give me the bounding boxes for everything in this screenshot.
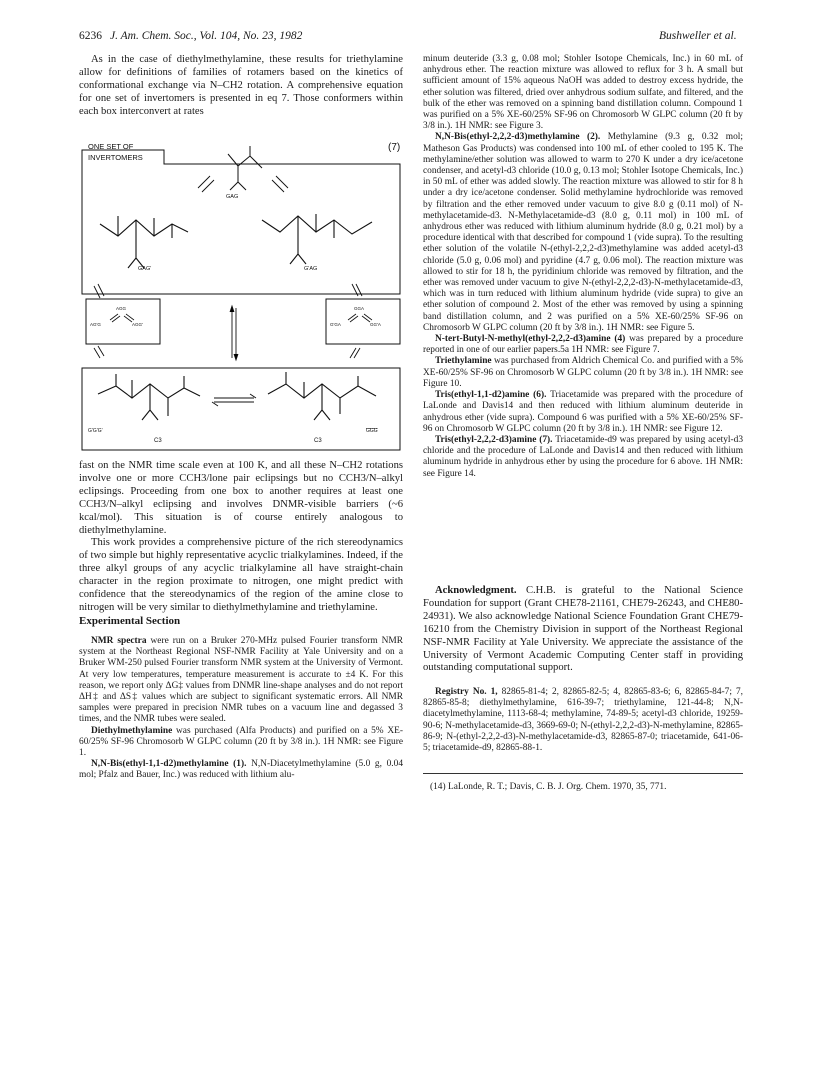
c7-text: Triacetamide-d9 was prepared by using acetyl-d3 chloride and the procedure of LaLonde and Davis14 and then reduced with lithium aluminum hydride in anhydrous ether by using the procedure for 6 above. 1H NMR: see Figure 14. bbox=[423, 434, 744, 479]
box-label-line2: INVERTOMERS bbox=[88, 153, 143, 162]
label-g-ga: G'GA bbox=[330, 322, 341, 327]
nmr-text: were run on a Bruker 270-MHz pulsed Fourier transform NMR system at the Northeast Regional NSF-NMR Facility at Yale University and on a Bruker WM-250 pulsed Fourier transform NMR system at the University of Vermont. At very low temperatures, temperature measurement is accurate to ±4 K. For this reason, we report only ΔG‡ values from DNMR line-shape analyses and do not report ΔH‡ and ΔS‡ values which are subject to significant systematic errors. All NMR samples were prepared in precision NMR tubes on a vacuum line and degassed 3 times, and the NMR tubes were sealed. bbox=[79, 636, 403, 725]
after-figure-paragraph: fast on the NMR time scale even at 100 K, and all these N–CH2 rotations involve one or more CCH3/lone pair eclipsings but no CCH3/N–alkyl eclipsings. Proceeding from one box to another requires at least one CCH3/N–alkyl eclipsing and involves DNMR-visible barriers (~6 kcal/mol). This situation is of course entirely analogous to diethylmethylamine. bbox=[79, 460, 403, 536]
c4-paragraph bbox=[423, 334, 743, 356]
journal-citation: J. Am. Chem. Soc., Vol. 104, No. 23, 1982 bbox=[110, 30, 303, 42]
nmr-runin: NMR spectra bbox=[91, 636, 147, 646]
tea-paragraph bbox=[423, 356, 743, 390]
intro-paragraph: As in the case of diethylmethylamine, these results for triethylamine allow for definitions of families of rotamers based on the kinetics of conformational exchange via N–CH2 rotation. A comprehensive equation for one set of invertomers is presented in eq 7. Those conformers within each box interconvert at rates bbox=[79, 54, 403, 117]
c1-runin: N,N-Bis(ethyl-1,1-d2)methylamine (1). bbox=[91, 759, 247, 770]
c4-runin: N-tert-Butyl-N-methyl(ethyl-2,2,2-d3)amine (4) bbox=[435, 334, 626, 345]
box-label-line1: ONE SET OF bbox=[88, 142, 134, 151]
ack-runin: Acknowledgment. bbox=[435, 585, 517, 596]
dem-runin: Diethylmethylamine bbox=[91, 725, 173, 736]
gag-prime-structure bbox=[100, 216, 188, 268]
nmr-paragraph bbox=[79, 636, 403, 726]
c7-paragraph bbox=[423, 435, 743, 480]
left-experimental bbox=[79, 636, 403, 782]
ack-text: C.H.B. is grateful to the National Science Foundation for support (Grant CHE78-21161, CHE79-26243, and CHE80-24931). We also acknowledge National Science Foundation Grant CHE79-16210 from the Chemistry Division in support of the Northeast Regional NSF-NMR Facility at Yale University. We appreciate the assistance of the University of Vermont Academic Computing Center staff in providing outstanding computational support. bbox=[423, 585, 743, 674]
footnote-rule bbox=[423, 773, 743, 774]
c1-paragraph bbox=[79, 759, 403, 781]
label-ag-g: AG'G bbox=[90, 322, 101, 327]
tea-text: was purchased from Aldrich Chemical Co. and purified with a 5% XE-60/25% SF-96 on Chromosorb W GLPC column (20 ft by 3/8 in.). 1H NMR: see Figure 10. bbox=[423, 356, 743, 389]
label-c3-left: C3 bbox=[154, 438, 162, 444]
registry bbox=[423, 687, 743, 754]
comprehensive-paragraph: This work provides a comprehensive picture of the rich stereodynamics of two simple but highly representative acyclic trialkylamines. Indeed, if the three alkyl groups of any acyclic trialkylamine all have straight-chain character in the region proximate to nitrogen, one might predict with confidence that the stereodynamics of the region of the amine close to nitrogen will be very similar to diethylmethylamine and triethylamine. bbox=[79, 537, 403, 613]
label-gag: GAG bbox=[226, 194, 239, 200]
label-c3-right: C3 bbox=[314, 438, 322, 444]
c7-runin: Tris(ethyl-2,2,2-d3)amine (7). bbox=[435, 434, 553, 445]
left-body bbox=[79, 460, 403, 628]
agg-arrows bbox=[110, 314, 134, 322]
c2-paragraph bbox=[423, 132, 743, 334]
scheme-frame bbox=[82, 150, 400, 450]
gag-equilibrium-arrows bbox=[198, 176, 288, 192]
ggg-left-structure bbox=[98, 374, 200, 420]
c6-paragraph bbox=[423, 390, 743, 435]
cont-paragraph: minum deuteride (3.3 g, 0.08 mol; Stohler Isotope Chemicals, Inc.) in 60 mL of anhydrous ether. The reaction mixture was allowed to reflux for 3 h. A small but sufficient amount of 15% aqueous NaOH was added to destroy excess hydride, the ether solution was filtered, dried over anhydrous sodium sulfate, and filtered, and the bulk of the ether was removed on a spinning band distillation column. Compound 1 was purified on a 5% XE-60/25% SF-96 on Chromosorb W GLPC column (20 ft by 3/8 in.). 1H NMR: see Figure 3. bbox=[423, 54, 743, 132]
right-experimental bbox=[423, 54, 743, 480]
left-intro bbox=[79, 54, 403, 119]
label-ggg-right: GGG bbox=[366, 428, 378, 434]
page-number: 6236 bbox=[79, 30, 102, 42]
c6-runin: Tris(ethyl-1,1-d2)amine (6). bbox=[435, 390, 547, 401]
label-gag-prime: GAG' bbox=[138, 266, 152, 272]
c2-runin: N,N-Bis(ethyl-2,2,2-d3)methylamine (2). bbox=[435, 132, 601, 143]
c3-equilibrium-arrow bbox=[212, 394, 256, 406]
tea-runin: Triethylamine bbox=[435, 356, 492, 367]
c1-text: N,N-Diacetylmethylamine (5.0 g, 0.04 mol; Pfalz and Bauer, Inc.) was reduced with lithium alu- bbox=[79, 759, 404, 781]
dem-text: was purchased (Alfa Products) and purified on a 5% XE-60/25% SF-96 Chromosorb W GLPC column (20 ft by 3/8 in.). 1H NMR: see Figure 1. bbox=[79, 725, 403, 759]
dem-paragraph bbox=[79, 726, 403, 760]
label-ggg-left: G'G'G' bbox=[88, 428, 103, 434]
g-ag-prime-structure bbox=[262, 214, 372, 264]
c6-text: Triacetamide was prepared with the procedure of LaLonde and Davis14 and then reduced with lithium aluminum deuteride in anhydrous ether (vide supra). Compound 6 was purified with a 5% XE-60/25% SF-96 on Chromosorb W GLPC column (20 ft by 3/8 in.). 1H NMR: see Figure 12. bbox=[423, 390, 743, 434]
label-gg-a: GG'A bbox=[370, 322, 381, 327]
c4-text: was prepared by a procedure reported in one of our earlier papers.5a 1H NMR: see Figure 7. bbox=[423, 334, 743, 356]
invertomer-scheme bbox=[80, 136, 404, 454]
running-authors: Bushweller et al. bbox=[659, 30, 737, 42]
registry-text: 82865-81-4; 2, 82865-82-5; 4, 82865-83-6; 6, 82865-84-7; 7, 82865-85-8; diethylmethylamine, 616-39-7; triethylamine, 121-44-8; N,N-diacetylmethylamine, 1113-68-4; methylamine, 74-89-5; acetyl-d3 chloride, 19259-90-6; N-methylacetamide-d3, 3669-69-0; N-(ethyl-2,2,2-d3)-N-methylamine, 82865-86-9; N-(ethyl-2,2,2-d3)-N-methylacetamide-d3, 82865-87-0; triacetamide, 641-06-5; triacetamide-d9, 82865-88-1. bbox=[423, 687, 743, 754]
gga-arrows bbox=[348, 314, 372, 322]
ack-paragraph bbox=[423, 585, 743, 675]
registry-paragraph bbox=[423, 687, 743, 754]
gag-structure bbox=[228, 146, 262, 190]
ggg-right-structure bbox=[268, 372, 376, 420]
experimental-heading: Experimental Section bbox=[79, 614, 181, 627]
label-agg: AGG bbox=[116, 306, 127, 311]
label-gga: GGA bbox=[354, 306, 365, 311]
acknowledgment bbox=[423, 585, 743, 675]
equation-number: (7) bbox=[388, 142, 401, 153]
c2-text: Methylamine (9.3 g, 0.32 mol; Matheson Gas Products) was condensed into 100 mL of ether cooled to 195 K. The methylamine/ether solution was allowed to warm to 270 K under a dry ice/acetone condenser, and acetyl-d3 chloride (10.0 g, 0.13 mol; Stohler Isotope Chemicals, Inc.) in 50 mL of ether was added slowly. The reaction mixture was allowed to stir for 8 h under a dry ice/acetone condenser. Solid methylamine hydrochloride was removed by filtration and the ether removed under vacuum to give 8.0 g (0.11 mol) of N-methylacetamide-d3. N-Methylacetamide-d3 (8.0 g, 0.11 mol) in 100 mL of anhydrous ether was reduced with lithium aluminum hydride (8.0 g, 0.21 mol) by a procedure identical with that described for compound 1 (vide supra). To the resulting ether solution of the volatile N-(ethyl-2,2,2-d3)methylamine was added acetyl-d3 chloride (5.0 g, 0.06 mol) and pyridine (4.7 g, 0.06 mol). The reaction mixture was allowed to stir for 18 h, the pyridinium chloride was removed by filtration, and the ether was removed under vacuum to give N-(ethyl-2,2,2-d3)-N-methylacetamide-d3, which was in turn reduced with lithium aluminum hydride (vide supra) to give an ether solution of compound 2. Most of the ether was removed by using a spinning band distillation column, and 2 was purified on a 5% XE-60/25% SF-96 on Chromosorb W GLPC column (20 ft by 3/8 in.). 1H NMR: see Figure 5. bbox=[423, 132, 743, 333]
label-g-ag-prime: G'AG bbox=[304, 266, 318, 272]
label-agg-prime: AGG' bbox=[132, 322, 143, 327]
footnote-14: (14) LaLonde, R. T.; Davis, C. B. J. Org. Chem. 1970, 35, 771. bbox=[430, 782, 667, 792]
registry-runin: Registry No. 1, bbox=[435, 687, 498, 697]
